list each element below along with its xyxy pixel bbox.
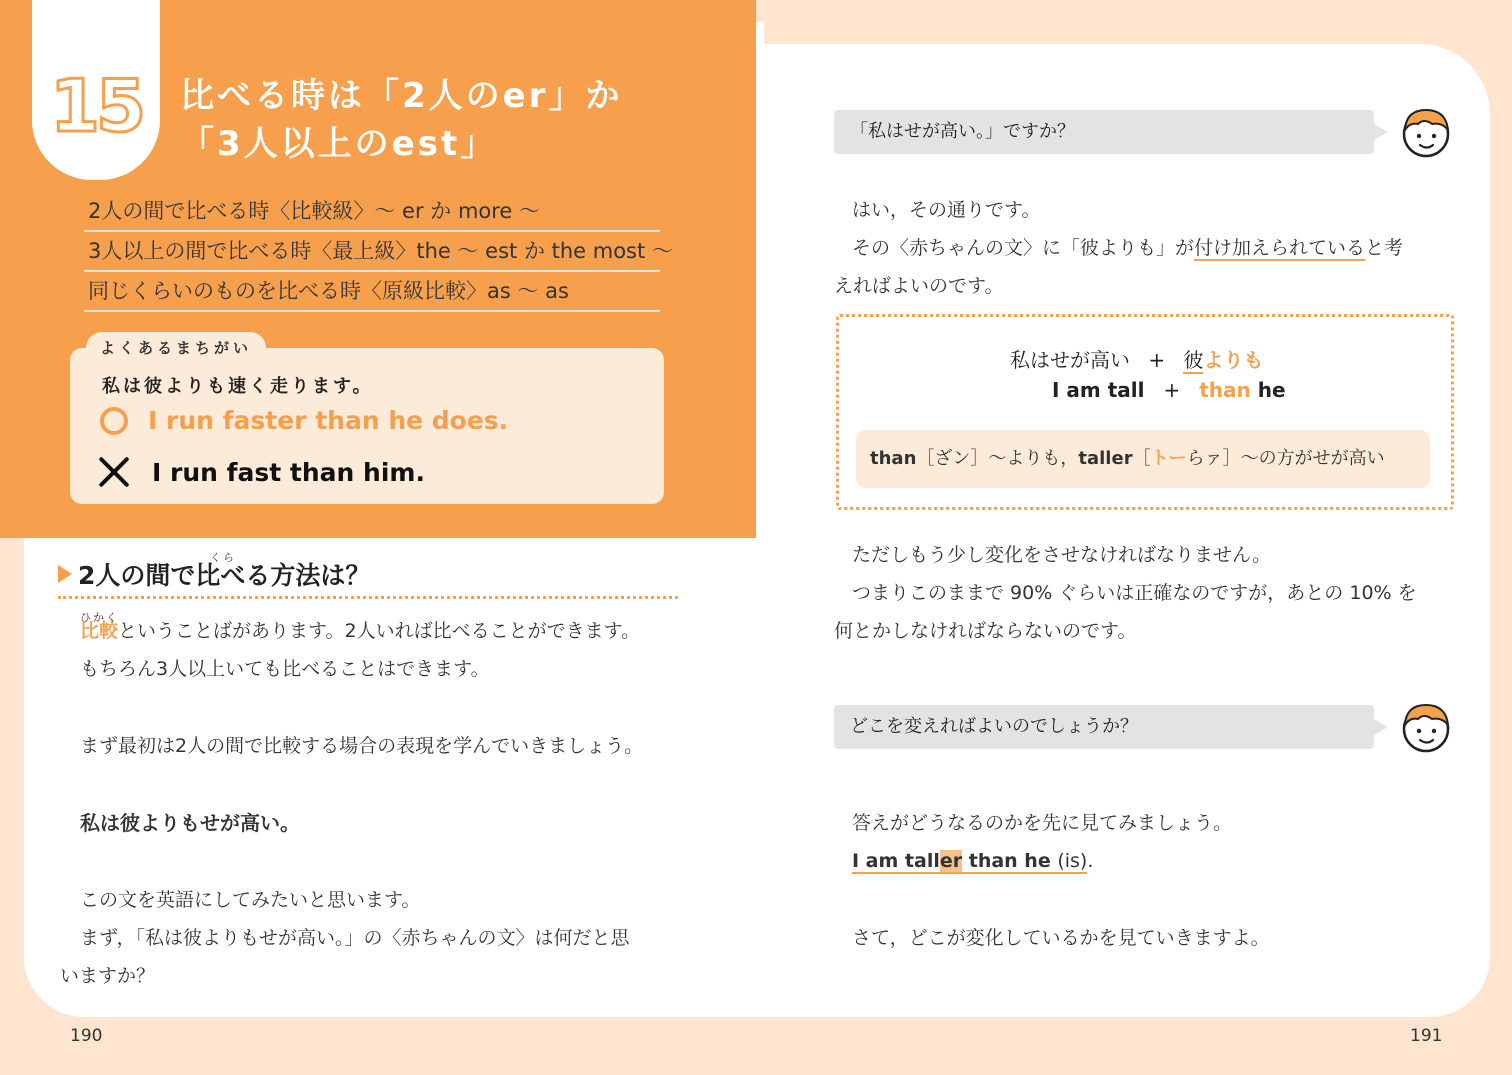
wrong-sentence: I run fast than him. [152,457,425,487]
answer-sentence [852,842,1093,880]
paragraph-line: まず最初は2人の間で比較する場合の表現を学んでいきましょう。 [80,735,644,757]
answer-than-he: than he [962,850,1058,872]
formula-plus: + [1163,378,1181,402]
answer-tall: I am tall [852,850,940,872]
triangle-bullet-icon [58,565,72,583]
section-title: 2人の間で比べる方法は？ [78,561,371,590]
example-sentence: 私は彼よりもせが高い。 [80,811,300,835]
summary-line: 2人の間で比べる時〈比較級〉～ er か more ～ [84,192,660,232]
lesson-number: 15 [49,64,143,148]
paragraph-line: もちろん3人以上いても比べることはできます。 [80,658,490,680]
paragraph-line: はい，その通りです。 [852,199,1041,221]
section-heading [58,556,370,592]
paragraph-line: 何とかしなければならないのです。 [834,620,1137,642]
vocabulary-box [856,430,1430,488]
vocab-reading: ［ざン］～よりも， [916,448,1079,469]
answer-is: (is) [1057,850,1088,872]
question-bubble: どこを変えればよいのでしょうか？ [834,705,1374,749]
cross-wrong-icon [96,454,132,490]
paragraph-line: えればよいのです。 [834,275,1004,297]
paragraph-line: つまりこのままで 90% ぐらいは正確なのですが，あとの 10% を [852,582,1417,604]
formula-jp-right-highlight: よりも [1203,348,1264,372]
common-mistake-tag: よくあるまちがい [86,332,266,364]
underlined-phrase: 付け加えられている [1194,237,1366,259]
paragraph-line: 答えがどうなるのかを先に見てみましょう。 [852,812,1233,834]
correct-sentence: I run faster than he does. [148,406,509,435]
page-number-right: 191 [1410,1026,1443,1046]
paragraph-text: ということばがあります。2人いれば比べることができます。 [118,620,641,642]
paragraph-line: まず，「私は彼よりもせが高い。」の〈赤ちゃんの文〉は何だと思 [80,927,630,949]
question-bubble: 「私はせが高い。」ですか？ [834,110,1374,154]
ruby-kura: くら [210,551,236,564]
formula-en-row [1052,378,1286,402]
lesson-title-line2: 「3人以上のest」 [180,124,498,164]
formula-en-he: he [1257,378,1286,402]
vocab-stress: トー [1150,448,1187,469]
formula-en-left: I am tall [1052,378,1145,402]
answer-period: . [1087,850,1094,872]
summary-line: 同じくらいのものを比べる時〈原級比較〉as ～ as [84,272,660,312]
boy-face-icon [1398,104,1454,160]
wrong-row [96,454,425,490]
lesson-title [180,72,622,168]
lesson-title-line1: 比べる時は「2人のer」か [180,76,623,116]
correct-row [96,406,508,435]
summary-list [84,192,673,312]
paragraph-line [80,612,640,650]
summary-line: 3人以上の間で比べる時〈最上級〉the ～ est か the most ～ [84,232,660,272]
paragraph-text: その〈赤ちゃんの文〉に「彼よりも」が [852,237,1195,259]
mistake-japanese: 私は彼よりも速く走ります。 [102,376,374,397]
paragraph-line: いますか？ [60,965,156,987]
section-divider [58,596,678,599]
term-hikaku: 比較 [80,620,119,642]
paragraph-text: と考 [1365,237,1404,259]
formula-jp-right: 彼 [1183,348,1204,372]
circle-correct-icon [100,407,128,435]
ruby-hikaku: ひかく [80,611,119,624]
vocab-reading: ［ [1132,448,1151,469]
page-number-left: 190 [70,1026,103,1046]
formula-en-than: than [1199,378,1251,402]
formula-jp-left: 私はせが高い [1010,348,1130,372]
paragraph-line: さて，どこが変化しているかを見ていきますよ。 [852,927,1270,949]
paragraph-line: ただしもう少し変化をさせなければなりません。 [852,544,1272,566]
boy-face-icon [1398,699,1454,755]
vocab-word: taller [1078,448,1133,469]
formula-jp-row [1010,344,1263,373]
vocab-word: than [870,448,917,469]
vocab-reading: らァ］～の方がせが高い [1186,448,1385,469]
paragraph-line: この文を英語にしてみたいと思います。 [80,889,421,911]
formula-plus: + [1148,348,1166,372]
answer-part [852,850,1087,874]
answer-er-highlight: er [939,850,963,872]
paragraph-line [852,229,1403,267]
